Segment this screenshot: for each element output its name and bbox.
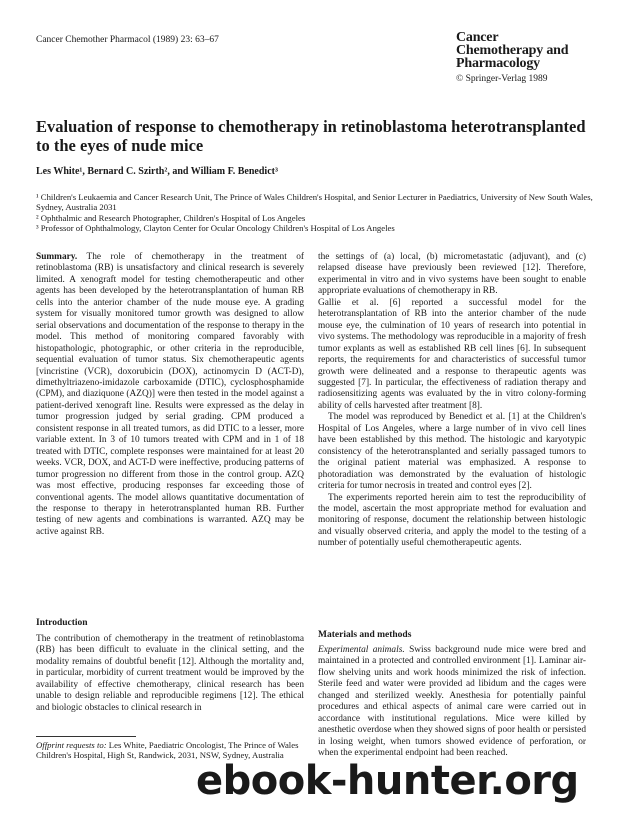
methods-text: Swiss background nude mice were bred and maintained in a protected and controlled environment [1]. Laminar air-flow shelving units and work hoods minimized the risk of infection. Sterile feed and water were provided ad libidum and the cages were changed and sterilized weekly. Anesthesia for potentially painful procedures and ethical aspects of animal care were carried out in accordance with institutional regulations. Mice were killed by anesthetic overdose when they showed signs of poor health or persisted in losing weight, when tumors showed evidence of perforation, or when the experimental endpoint had been reached. (318, 645, 586, 759)
article-title: Evaluation of response to chemotherapy in retinoblastoma heterotransplanted to the eyes of nude mice (36, 117, 586, 155)
summary-section (36, 252, 304, 538)
summary-text: The role of chemotherapy in the treatment of retinoblastoma (RB) is unsatisfactory and clinical research is severely limited. A xenograft model for testing chemotherapeutic and other agents has been developed by the heterotransplantation of human RB cells into the anterior chamber of the nude mouse eye. A grading system for visually monitored tumor growth was designed to allow serial observations and documentation of the response to therapy in the model. This method of monitoring compared favorably with histopathologic, photographic, or other criteria in the reproducible, sequential evaluation of tumor status. Six chemotherapeutic agents [vincristine (VCR), doxorubicin (DOX), actinomycin D (ACT-D), dimethyltriazeno-imidazole carboxamide (DTIC), cyclosphosphamide (CPM), and diaziquone (AZQ)] were then tested in the model against a patient-derived xenograft line. Results were expressed as the delay in tumor progression judged by serial grading. CPM produced a consistent response in all treated tumors, as did DTIC to a lesser, more variable extent. In 3 of 10 tumors treated with CPM and in 1 of 18 treated with DTIC, complete responses were maintained for at least 20 weeks. VCR, DOX, and ACT-D were ineffective, producing patterns of tumor progression no different from those in the control group. AZQ was most effective, producing responses far exceeding those of conventional agents. The model allows quantitative documentation of the response to therapy in heterotransplanted human RB. Further testing of new agents and combinations is warranted. AZQ may be active against RB. (36, 252, 305, 537)
journal-name-line-2: Chemotherapy and (456, 43, 569, 58)
affiliation-3: ³ Professor of Ophthalmology, Clayton Center for Ocular Oncology Children's Hospital of Los Angeles (36, 223, 395, 234)
watermark: ebook-hunter.org (196, 758, 579, 804)
affiliations (36, 192, 596, 234)
introduction-heading: Introduction (36, 618, 88, 628)
offprint-text: Les White, Paediatric Oncologist, The Prince of Wales Children's Hospital, High St, Randwick, 2031, NSW, Sydney, Australia (36, 740, 299, 761)
affiliation-1: ¹ Children's Leukaemia and Cancer Research Unit, The Prince of Wales Children's Hospital, and Senior Lecturer in Paediatrics, University of New South Wales, Sydney, Australia 2031 (36, 192, 593, 213)
journal-logo (456, 31, 616, 84)
right-paragraph-1: the settings of (a) local, (b) micrometastatic (adjuvant), and (c) relapsed disease have previously been reviewed [12]. Therefore, experimental in vitro and in vivo systems have been sought to enable appropriate evaluations of chemotherapy in RB. (318, 252, 586, 297)
introduction-text: The contribution of chemotherapy in the treatment of retinoblastoma (RB) has been difficult to evaluate in the clinical setting, and the modality remains of doubtful benefit [12]. Although the mortality and, in particular, morbidity of current treatment would be improved by the availability of effective chemotherapy, clinical research has been unable to design reliable and reproducible regimens [12]. The ethical and biologic obstacles to clinical research in (36, 634, 304, 713)
journal-name-line-1: Cancer (456, 30, 499, 45)
copyright-notice: © Springer-Verlag 1989 (456, 74, 548, 84)
footnote-divider (36, 736, 136, 737)
journal-citation: Cancer Chemother Pharmacol (1989) 23: 63–67 (36, 35, 219, 45)
right-column (318, 252, 586, 550)
summary-label: Summary. (36, 252, 78, 262)
introduction-body (36, 634, 304, 714)
methods-subheading: Experimental animals. (318, 645, 405, 655)
offprint-label: Offprint requests to: (36, 740, 107, 750)
right-paragraph-3: The model was reproduced by Benedict et al. [1] at the Children's Hospital of Los Angeles, where a large number of in vivo cell lines have been established by this method. The histologic and karyotypic consistency of the heterotransplanted and serially passaged tumors to the original patient material was emphasized. A response to photoradiation was demonstrated by the evaluation of histologic criteria for tumor necrosis in treated and control eyes [2]. (318, 412, 586, 492)
affiliation-2: ² Ophthalmic and Research Photographer, Children's Hospital of Los Angeles (36, 212, 306, 223)
right-paragraph-2: Gallie et al. [6] reported a successful model for the heterotransplantation of RB into the anterior chamber of the nude mouse eye, the culmination of 10 years of research into potential in vivo systems. The methodology was reproducible in a majority of fresh tumor explants as well as established RB cell lines [6]. In subsequent reports, the requirements for and characteristics of successful tumor growth were delineated and a response to therapeutic agents was suggested [7]. In particular, the effectiveness of radiation therapy and radiosensitizing agents was evaluated by the in vitro colony-forming ability of cells harvested after treatment [8]. (318, 297, 586, 411)
methods-body (318, 645, 586, 760)
right-paragraph-4: The experiments reported herein aim to test the reproducibility of the model, ascertain the most appropriate method for evaluation and monitoring of response, document the relationship between histologic and visually observed criteria, and apply the model to the testing of a number of potentially useful chemotherapeutic agents. (318, 492, 586, 549)
journal-name-line-3: Pharmacology (456, 56, 540, 71)
author-list: Les White¹, Bernard C. Szirth², and William F. Benedict³ (36, 166, 278, 177)
methods-heading: Materials and methods (318, 630, 412, 640)
